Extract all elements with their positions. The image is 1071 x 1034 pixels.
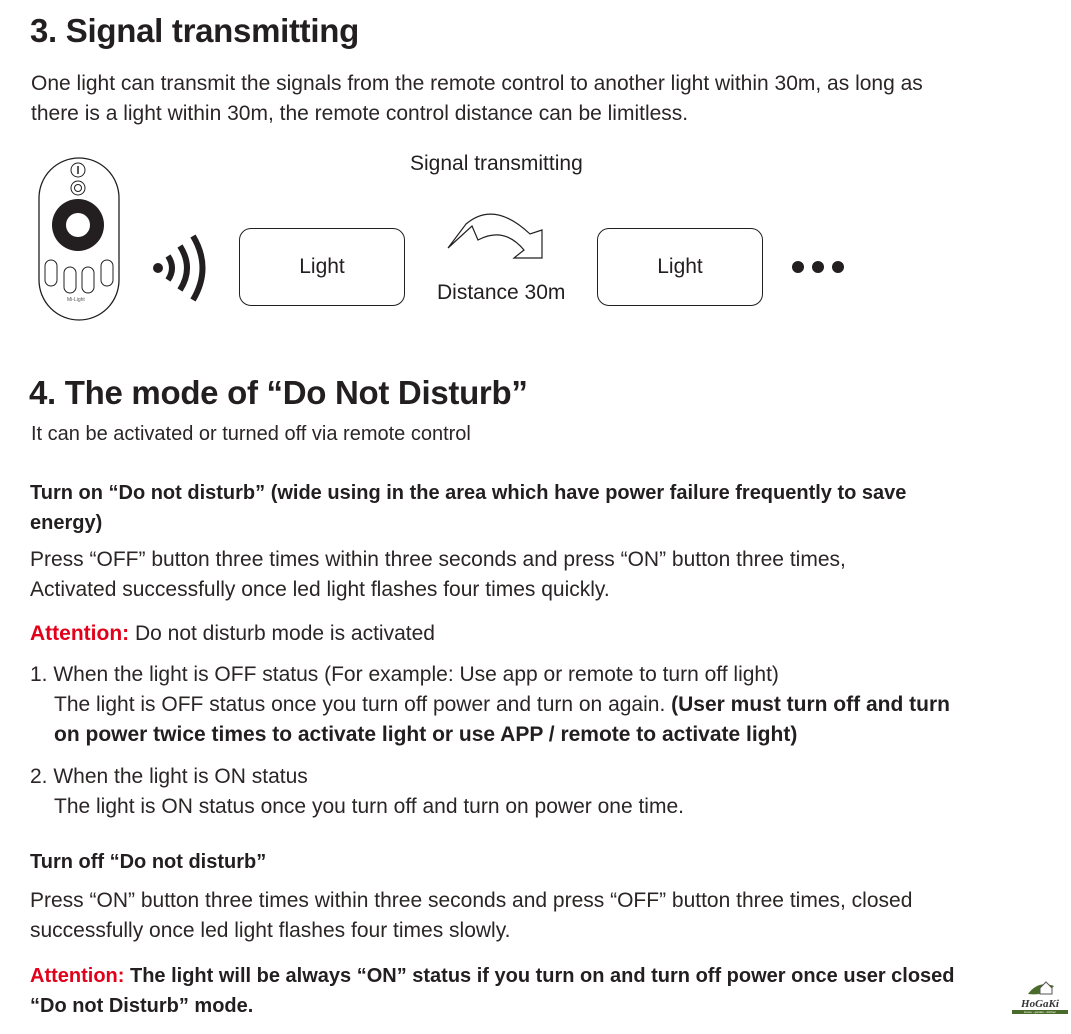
list-item-1-text: The light is OFF status once you turn off power and turn on again. [54, 693, 672, 716]
attention-label-2: Attention: [30, 965, 125, 987]
section4-subtitle: It can be activated or turned off via remote control [31, 423, 471, 445]
light-box-2 [597, 228, 763, 306]
list-item-1-bold: (User must turn off and turn [671, 693, 950, 716]
turn-off-heading: Turn off “Do not disturb” [30, 851, 267, 873]
turn-off-text-line2: successfully once led light flashes four times slowly. [30, 919, 511, 942]
turn-off-text-line1: Press “ON” button three times within three seconds and press “OFF” button three times, closed [30, 889, 913, 912]
curved-arrow-icon [444, 206, 546, 262]
wireless-signal-icon [150, 232, 212, 304]
attention-note-2 [30, 961, 955, 991]
list-item-2-line2: The light is ON status once you turn off and turn on power one time. [54, 795, 684, 818]
attention-text: Do not disturb mode is activated [129, 622, 435, 645]
turn-on-text-line2: Activated successfully once led light flashes four times quickly. [30, 578, 610, 601]
list-item-1-line3: on power twice times to activate light or use APP / remote to activate light) [54, 723, 798, 746]
turn-on-text-line1: Press “OFF” button three times within three seconds and press “ON” button three times, [30, 548, 846, 571]
attention-note-2-line2: “Do not Disturb” mode. [30, 995, 254, 1017]
turn-on-heading-line1: Turn on “Do not disturb” (wide using in the area which have power failure frequently to save [30, 482, 907, 504]
light-box-1-label: Light [299, 255, 345, 278]
list-item-2-line1: 2. When the light is ON status [30, 765, 308, 788]
turn-on-heading-line2: energy) [30, 512, 103, 534]
list-item-1-line1: 1. When the light is OFF status (For example: Use app or remote to turn off light) [30, 663, 779, 686]
logo-name: HoGaKi [1021, 998, 1059, 1010]
house-leaf-icon [1026, 978, 1056, 998]
hogaki-logo [1012, 978, 1068, 1014]
section3-description-line1: One light can transmit the signals from the remote control to another light within 30m, as long as [31, 72, 923, 95]
remote-brand-label: Mi-Light [67, 297, 85, 303]
section3-description-line2: there is a light within 30m, the remote control distance can be limitless. [31, 102, 689, 125]
logo-tagline: Home - garden - kitchen [1012, 1010, 1068, 1014]
attention-note-1 [30, 619, 435, 649]
list-item-1-line2 [54, 690, 950, 720]
light-box-2-label: Light [657, 255, 703, 278]
section3-heading: 3. Signal transmitting [30, 12, 359, 49]
attention-label: Attention: [30, 622, 130, 645]
diagram-title: Signal transmitting [410, 152, 583, 175]
light-box-1 [239, 228, 405, 306]
section4-heading: 4. The mode of “Do Not Disturb” [29, 374, 528, 411]
attention-2-text: The light will be always “ON” status if you turn on and turn off power once user closed [124, 965, 955, 987]
distance-label: Distance 30m [437, 281, 566, 304]
